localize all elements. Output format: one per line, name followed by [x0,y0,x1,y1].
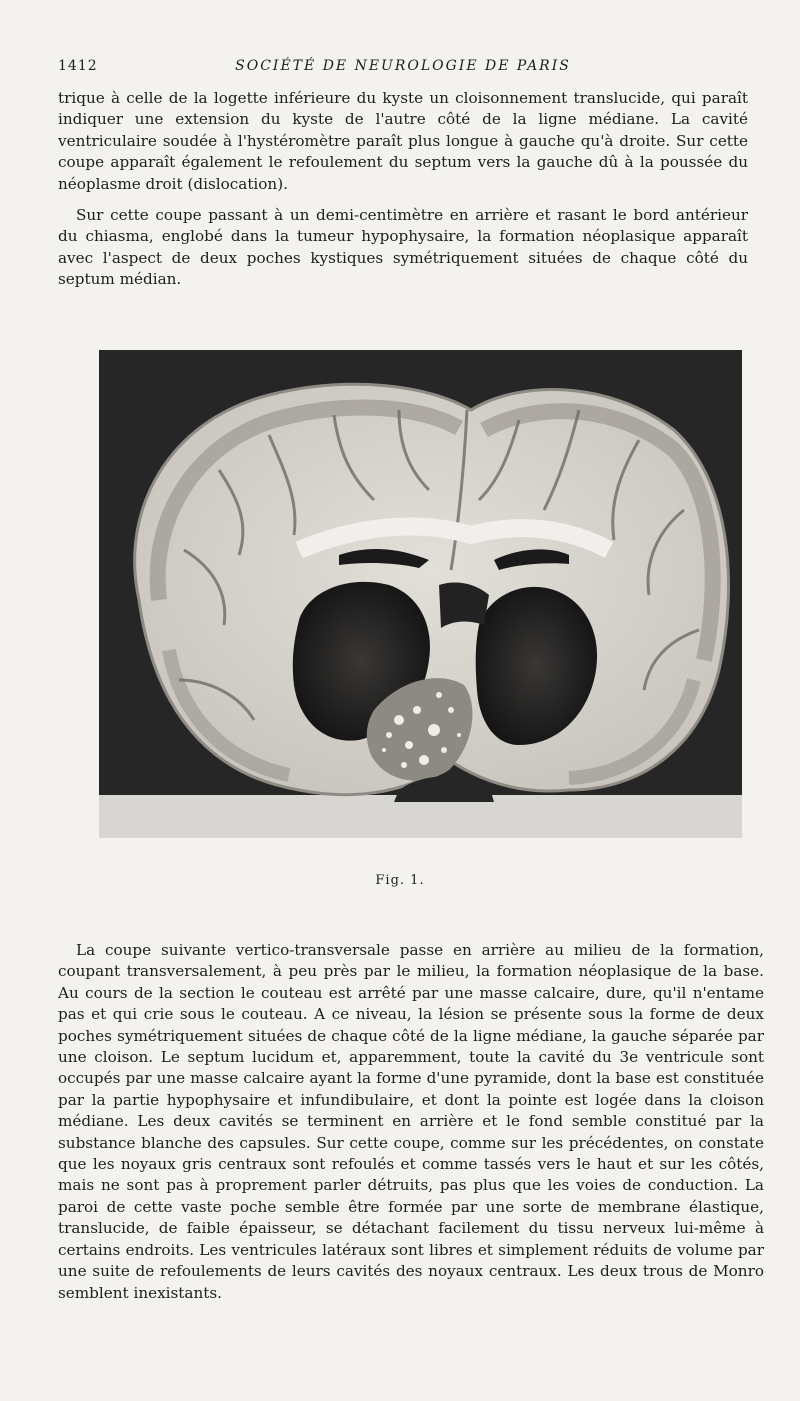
brain-section-photograph [99,350,742,838]
page-number: 1412 [58,58,98,74]
figure-caption: Fig. 1. [375,873,425,888]
paragraph-3: La coupe suivante vertico-transversale passe en arrière au milieu de la formation, coupant transversalement, à peu près par le milieu, la formation néoplasique de la base. Au cours de la section le couteau est arrêté par une masse calcaire, dure, qu'il n'entame pas et qui crie sous le couteau. A ce niveau, la lésion se présente sous la forme de deux poches symétriquement situées de chaque côté de la ligne médiane, la gauche séparée par une cloison. Le septum lucidum et, apparemment, toute la cavité du 3e ventricule sont occupés par une masse calcaire ayant la forme d'une pyramide, dont la base est constituée par la partie hypophysaire et infundibulaire, et dont la pointe est logée dans la cloison médiane. Les deux cavités se terminent en arrière et le fond semble constitué par la substance blanche des capsules. Sur cette coupe, comme sur les précédentes, on constate que les noyaux gris centraux sont refoulés et comme tassés vers le haut et sur les côtés, mais ne sont pas à proprement parler détruits, pas plus que les voies de conduction. La paroi de cette vaste poche semble être formée par une sorte de membrane élastique, translucide, de faible épaisseur, se détachant facilement du tissu nerveux lui-même à certains endroits. Les ventricules latéraux sont libres et simplement réduits de volume par une suite de refoulements de leurs cavités des noyaux centraux. Les deux trous de Monro semblent inexistants. [58,941,764,1302]
running-head [58,58,748,80]
journal-title: SOCIÉTÉ DE NEUROLOGIE DE PARIS [235,58,571,74]
paragraph-1: trique à celle de la logette inférieure du kyste un cloisonnement translucide, qui paraît indiquer une extension du kyste de l'autre côté de la ligne médiane. La cavité ventriculaire soudée à l'hystéromètre paraît plus longue à gauche qu'à droite. Sur cette coupe apparaît également le refoulement du septum vers la gauche dû à la poussée du néoplasme droit (dislocation). [58,89,748,193]
paragraph-2: Sur cette coupe passant à un demi-centimètre en arrière et rasant le bord antérieur du chiasma, englobé dans la tumeur hypophysaire, la formation néoplasique apparaît avec l'aspect de deux poches kystiques symétriquement situées de chaque côté du septum médian. [58,206,748,289]
